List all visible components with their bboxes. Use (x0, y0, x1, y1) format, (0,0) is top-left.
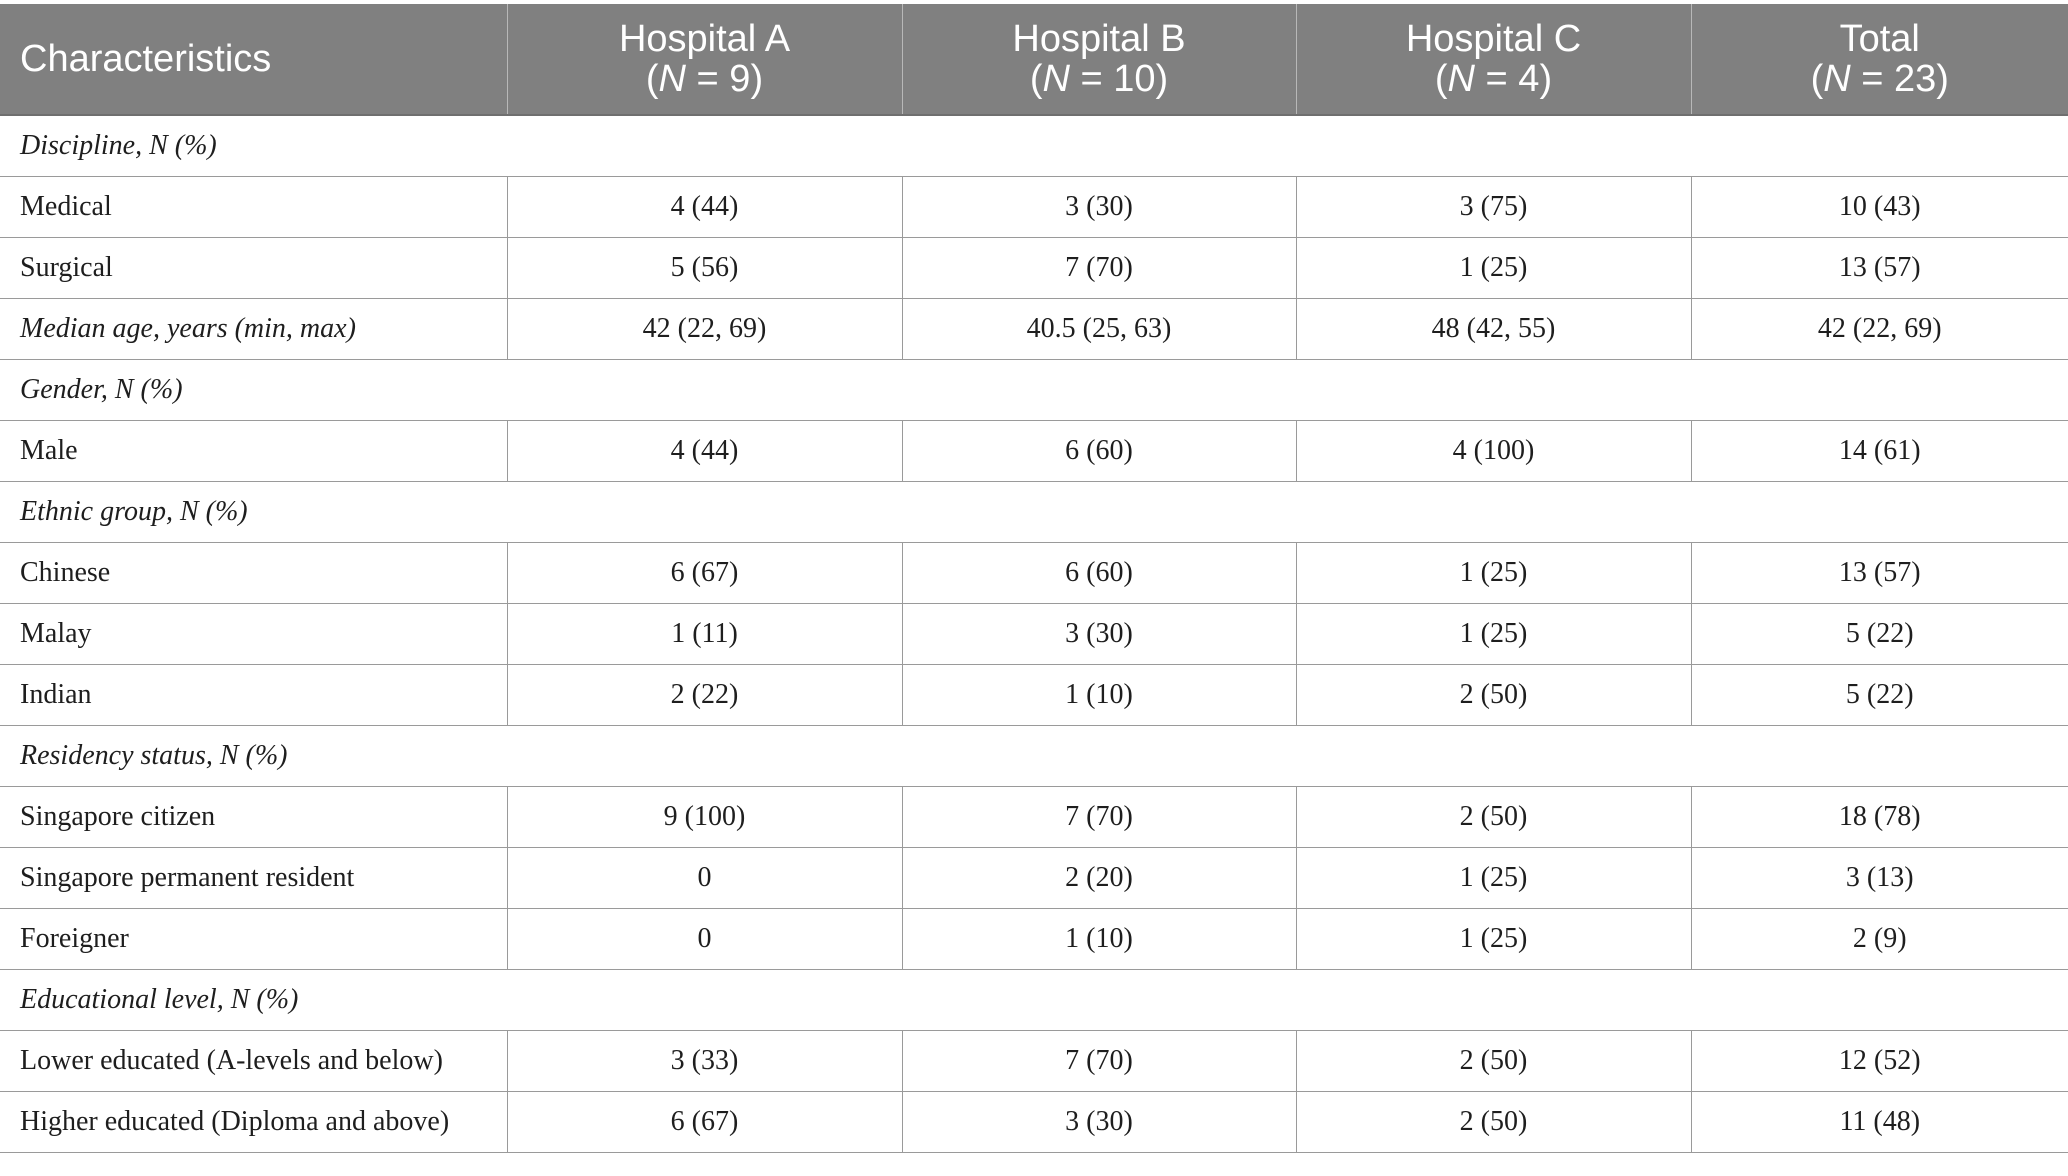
row-label: Median age, years (min, max) (0, 299, 507, 360)
row-value: 7 (70) (902, 1031, 1296, 1092)
row-value: 2 (50) (1296, 665, 1691, 726)
row-value: 1 (25) (1296, 909, 1691, 970)
header-col-name: Hospital B (1012, 18, 1186, 60)
section-header-row (0, 970, 2068, 1031)
section-label: Educational level, N (%) (0, 970, 2068, 1031)
characteristics-table-container (0, 4, 2068, 1153)
row-value: 6 (60) (902, 543, 1296, 604)
row-label: Lower educated (A-levels and below) (0, 1031, 507, 1092)
row-value: 3 (30) (902, 1092, 1296, 1153)
header-col-n: (N = 23) (1810, 58, 1949, 100)
table-row (0, 421, 2068, 482)
n-label: N (1042, 58, 1070, 100)
row-value: 2 (50) (1296, 787, 1691, 848)
header-col-name: Total (1839, 18, 1920, 60)
row-value: 11 (48) (1691, 1092, 2068, 1153)
n-label: N (658, 58, 686, 100)
row-value: 7 (70) (902, 238, 1296, 299)
table-row (0, 543, 2068, 604)
table-body (0, 115, 2068, 1153)
row-value: 13 (57) (1691, 238, 2068, 299)
row-label: Male (0, 421, 507, 482)
row-value: 0 (507, 909, 902, 970)
row-value: 1 (25) (1296, 543, 1691, 604)
row-value: 12 (52) (1691, 1031, 2068, 1092)
row-value: 7 (70) (902, 787, 1296, 848)
row-label: Chinese (0, 543, 507, 604)
n-value: = 4 (1475, 58, 1540, 100)
header-hospital-c (1296, 4, 1691, 115)
row-value: 6 (60) (902, 421, 1296, 482)
row-value: 14 (61) (1691, 421, 2068, 482)
row-label: Indian (0, 665, 507, 726)
header-col-n: (N = 10) (1029, 58, 1169, 100)
row-value: 1 (10) (902, 909, 1296, 970)
section-header-row (0, 115, 2068, 177)
table-row (0, 665, 2068, 726)
row-value: 3 (13) (1691, 848, 2068, 909)
table-row (0, 787, 2068, 848)
row-value: 2 (22) (507, 665, 902, 726)
row-value: 1 (10) (902, 665, 1296, 726)
header-hospital-a (507, 4, 902, 115)
row-label: Malay (0, 604, 507, 665)
section-header-row (0, 482, 2068, 543)
section-label: Ethnic group, N (%) (0, 482, 2068, 543)
row-value: 1 (11) (507, 604, 902, 665)
section-label: Residency status, N (%) (0, 726, 2068, 787)
n-value: = 10 (1069, 58, 1156, 100)
row-value: 48 (42, 55) (1296, 299, 1691, 360)
row-value: 1 (25) (1296, 238, 1691, 299)
row-value: 9 (100) (507, 787, 902, 848)
row-value: 1 (25) (1296, 604, 1691, 665)
row-value: 42 (22, 69) (1691, 299, 2068, 360)
row-label: Singapore permanent resident (0, 848, 507, 909)
header-col-n: (N = 4) (1434, 58, 1553, 100)
header-col-n: (N = 9) (645, 58, 764, 100)
n-label: N (1447, 58, 1475, 100)
row-value: 6 (67) (507, 1092, 902, 1153)
section-label: Gender, N (%) (0, 360, 2068, 421)
header-row (0, 4, 2068, 115)
row-value: 5 (22) (1691, 604, 2068, 665)
row-value: 2 (20) (902, 848, 1296, 909)
section-header-row (0, 726, 2068, 787)
table-row (0, 909, 2068, 970)
row-label: Surgical (0, 238, 507, 299)
table-row (0, 238, 2068, 299)
table-row (0, 1092, 2068, 1153)
row-value: 2 (9) (1691, 909, 2068, 970)
header-hospital-b (902, 4, 1296, 115)
header-characteristics: Characteristics (0, 4, 507, 115)
row-value: 3 (75) (1296, 177, 1691, 238)
row-value: 6 (67) (507, 543, 902, 604)
n-value: = 9 (686, 58, 751, 100)
table-row (0, 299, 2068, 360)
row-value: 2 (50) (1296, 1092, 1691, 1153)
row-value: 2 (50) (1296, 1031, 1691, 1092)
table-row (0, 1031, 2068, 1092)
row-value: 5 (22) (1691, 665, 2068, 726)
row-value: 3 (33) (507, 1031, 902, 1092)
row-value: 4 (100) (1296, 421, 1691, 482)
row-value: 40.5 (25, 63) (902, 299, 1296, 360)
row-label: Higher educated (Diploma and above) (0, 1092, 507, 1153)
n-value: = 23 (1850, 58, 1937, 100)
table-row (0, 604, 2068, 665)
row-value: 4 (44) (507, 177, 902, 238)
row-label: Singapore citizen (0, 787, 507, 848)
header-total (1691, 4, 2068, 115)
row-value: 5 (56) (507, 238, 902, 299)
row-value: 3 (30) (902, 177, 1296, 238)
row-value: 10 (43) (1691, 177, 2068, 238)
header-col-name: Hospital A (618, 18, 791, 60)
row-label: Medical (0, 177, 507, 238)
row-value: 0 (507, 848, 902, 909)
row-value: 42 (22, 69) (507, 299, 902, 360)
row-value: 4 (44) (507, 421, 902, 482)
section-label: Discipline, N (%) (0, 115, 2068, 177)
table-row (0, 177, 2068, 238)
header-col-name: Hospital C (1405, 18, 1582, 60)
n-label: N (1823, 58, 1851, 100)
row-value: 18 (78) (1691, 787, 2068, 848)
characteristics-table (0, 4, 2068, 1153)
table-header (0, 4, 2068, 115)
row-value: 3 (30) (902, 604, 1296, 665)
row-value: 1 (25) (1296, 848, 1691, 909)
row-value: 13 (57) (1691, 543, 2068, 604)
section-header-row (0, 360, 2068, 421)
table-row (0, 848, 2068, 909)
row-label: Foreigner (0, 909, 507, 970)
